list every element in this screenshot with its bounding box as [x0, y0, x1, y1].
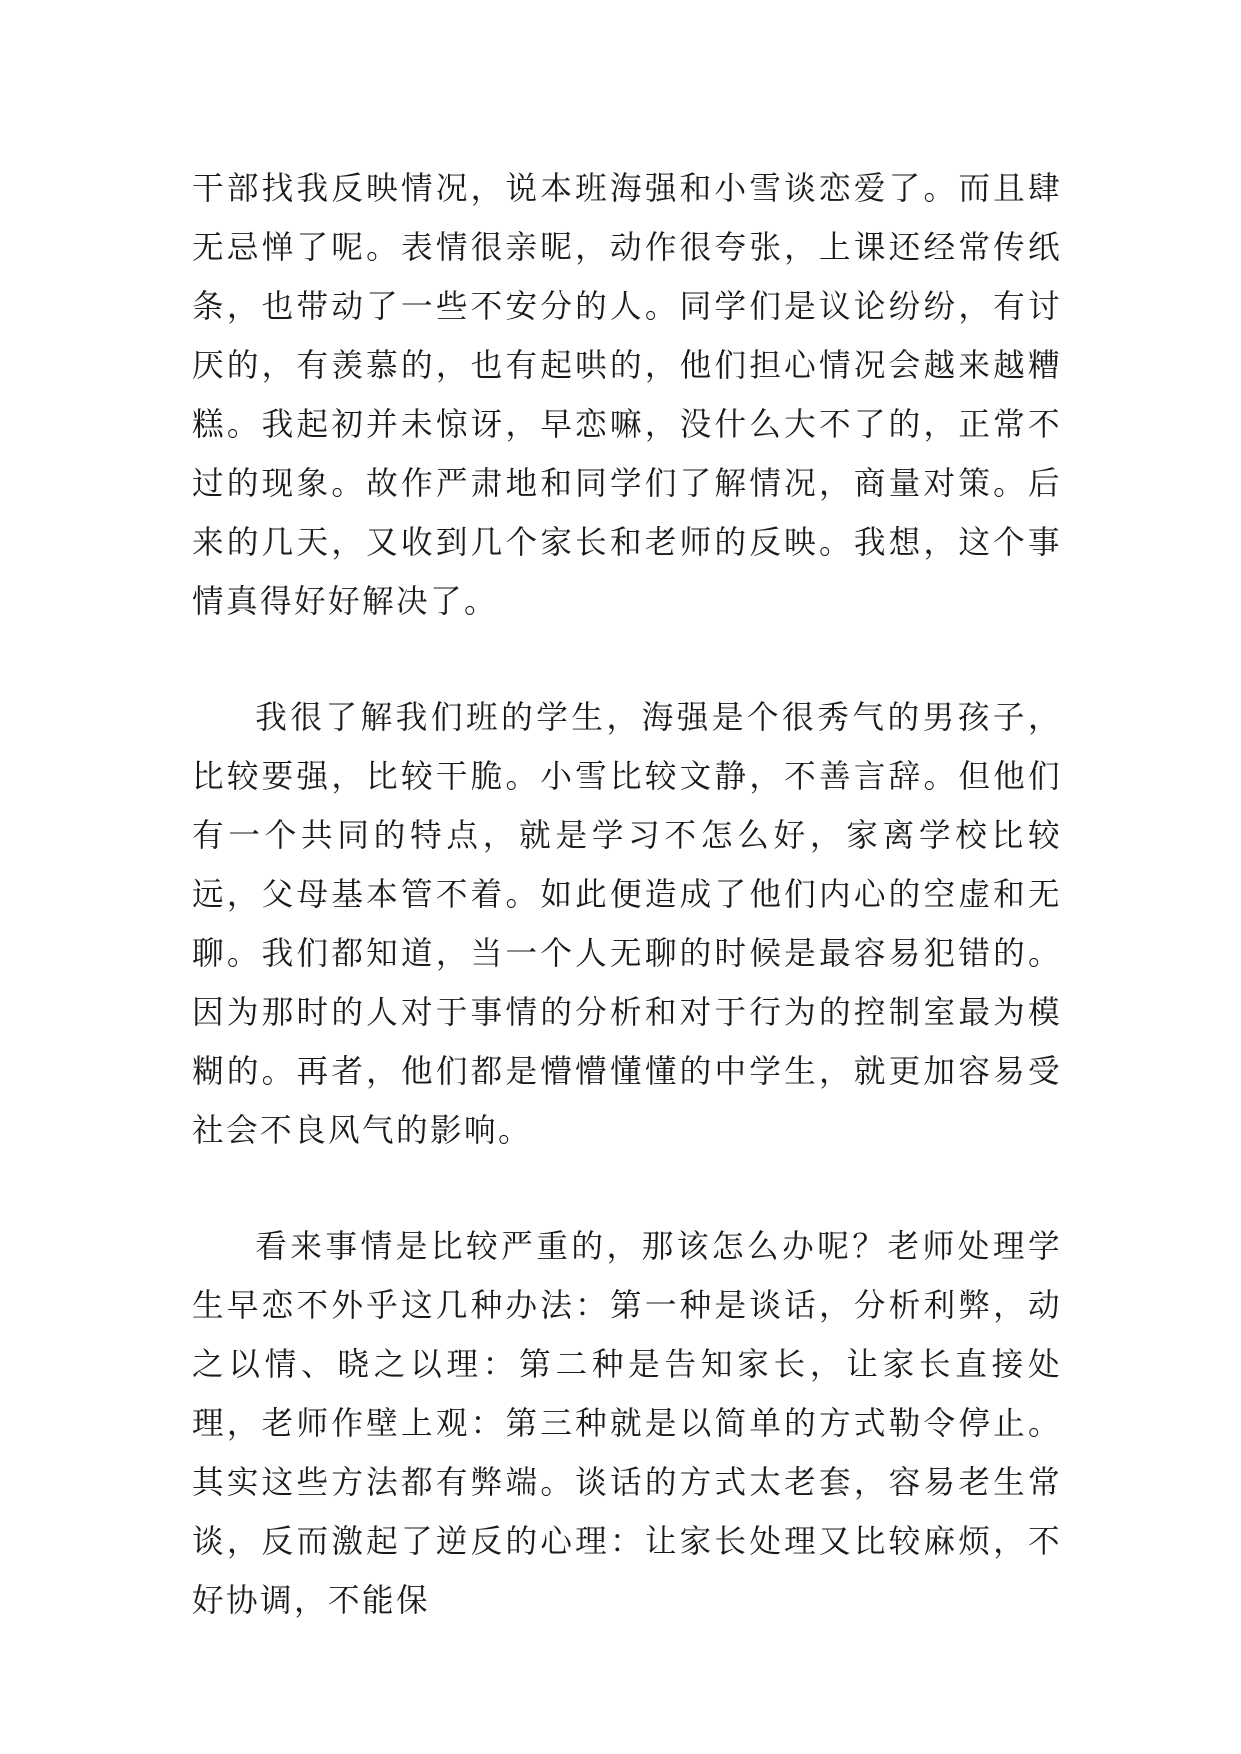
document-body — [192, 160, 1062, 1688]
paragraph-2: 我很了解我们班的学生，海强是个很秀气的男孩子，比较要强，比较干脆。小雪比较文静，不善言辞。但他们有一个共同的特点，就是学习不怎么好，家离学校比较远，父母基本管不着。如此便造成了他们内心的空虚和无聊。我们都知道，当一个人无聊的时候是最容易犯错的。因为那时的人对于事情的分析和对于行为的控制室最为模糊的。再者，他们都是懵懵懂懂的中学生，就更加容易受社会不良风气的影响。 — [192, 700, 1062, 1149]
paragraph-3: 看来事情是比较严重的，那该怎么办呢？老师处理学生早恋不外乎这几种办法：第一种是谈话，分析利弊，动之以情、晓之以理：第二种是告知家长，让家长直接处理，老师作壁上观：第三种就是以简单的方式勒令停止。其实这些方法都有弊端。谈话的方式太老套，容易老生常谈，反而激起了逆反的心理：让家长处理又比较麻烦，不好协调，不能保 — [192, 1229, 1062, 1619]
paragraph-1: 干部找我反映情况，说本班海强和小雪谈恋爱了。而且肆无忌惮了呢。表情很亲昵，动作很夸张，上课还经常传纸条，也带动了一些不安分的人。同学们是议论纷纷，有讨厌的，有羡慕的，也有起哄的，他们担心情况会越来越糟糕。我起初并未惊讶，早恋嘛，没什么大不了的，正常不过的现象。故作严肃地和同学们了解情况，商量对策。后来的几天，又收到几个家长和老师的反映。我想，这个事情真得好好解决了。 — [192, 171, 1062, 620]
